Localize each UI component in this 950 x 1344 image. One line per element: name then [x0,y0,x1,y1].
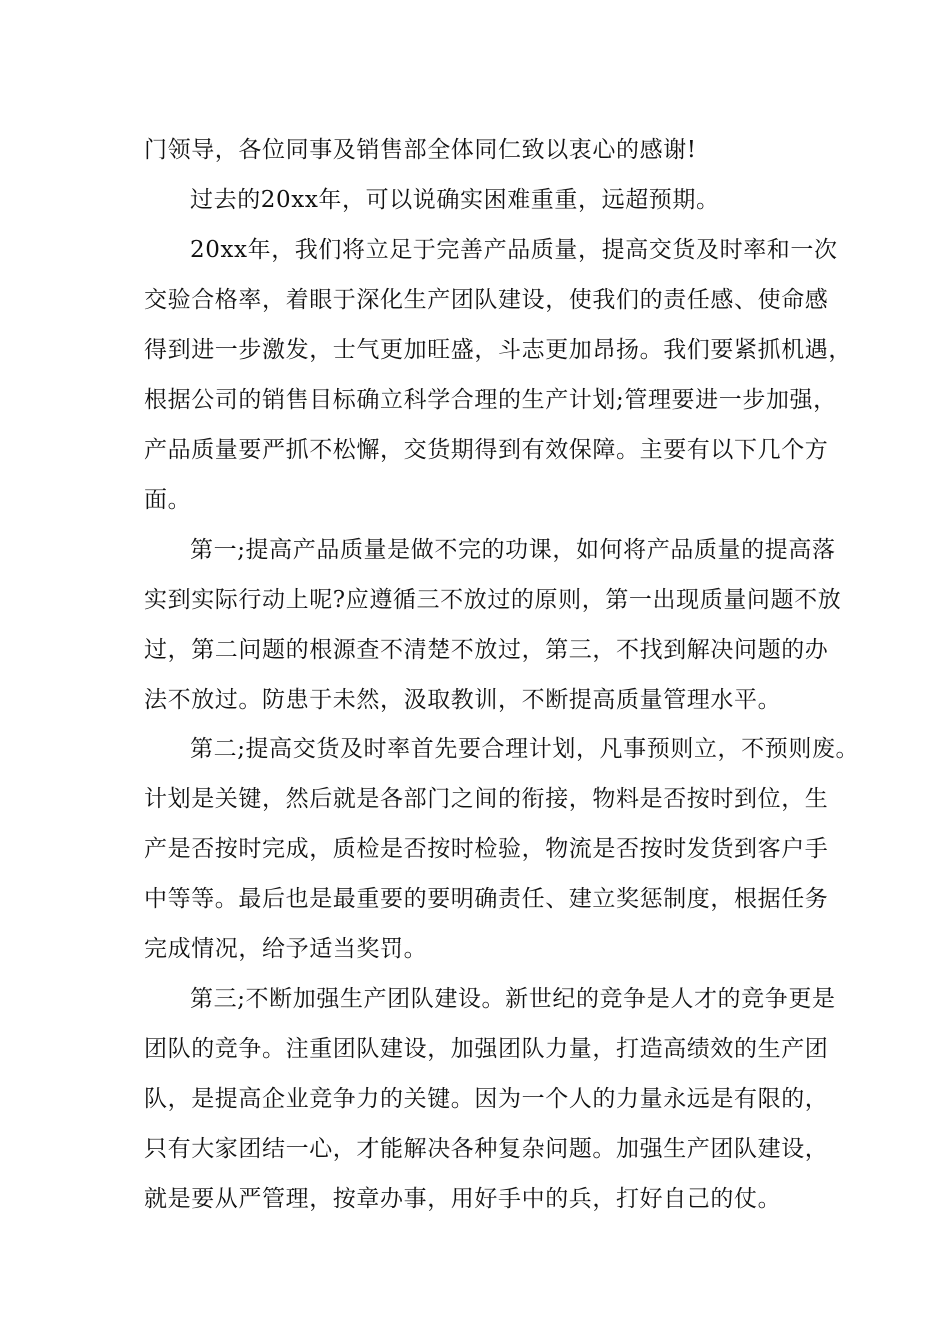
text-line-21: 只有大家团结一心，才能解决各种复杂问题。加强生产团队建设， [144,1136,829,1162]
text-line-10: 实到实际行动上呢?应遵循三不放过的原则，第一出现质量问题不放 [144,587,842,613]
text-line-1: 门领导，各位同事及销售部全体同仁致以衷心的感谢! [144,137,697,163]
text-line-14: 计划是关键，然后就是各部门之间的衔接，物料是否按时到位，生 [144,786,829,812]
text-line-5: 得到进一步激发，士气更加旺盛，斗志更加昂扬。我们要紧抓机遇， [144,337,852,363]
text-line-17: 完成情况，给予适当奖罚。 [144,936,428,962]
text-line-3: 20xx年，我们将立足于完善产品质量，提高交货及时率和一次 [190,237,838,263]
text-line-22: 就是要从严管理，按章办事，用好手中的兵，打好自己的仗。 [144,1186,782,1212]
text-line-16: 中等等。最后也是最重要的要明确责任、建立奖惩制度，根据任务 [144,886,829,912]
text-line-20: 队，是提高企业竞争力的关键。因为一个人的力量永远是有限的， [144,1086,829,1112]
text-line-13: 第二;提高交货及时率首先要合理计划，凡事预则立，不预则废。 [190,736,860,762]
text-line-8: 面。 [144,487,192,513]
text-line-2: 过去的20xx年，可以说确实困难重重，远超预期。 [190,187,720,213]
text-line-7: 产品质量要严抓不松懈，交货期得到有效保障。主要有以下几个方 [144,437,829,463]
text-line-15: 产是否按时完成，质检是否按时检验，物流是否按时发货到客户手 [144,836,829,862]
text-line-19: 团队的竞争。注重团队建设，加强团队力量，打造高绩效的生产团 [144,1036,829,1062]
text-line-11: 过，第二问题的根源查不清楚不放过，第三，不找到解决问题的办 [144,637,829,663]
text-line-6: 根据公司的销售目标确立科学合理的生产计划;管理要进一步加强， [144,387,837,413]
text-line-18: 第三;不断加强生产团队建设。新世纪的竞争是人才的竞争更是 [190,986,836,1012]
text-line-9: 第一;提高产品质量是做不完的功课，如何将产品质量的提高落 [190,537,836,563]
text-line-12: 法不放过。防患于未然，汲取教训，不断提高质量管理水平。 [144,687,782,713]
text-line-4: 交验合格率，着眼于深化生产团队建设，使我们的责任感、使命感 [144,287,829,313]
